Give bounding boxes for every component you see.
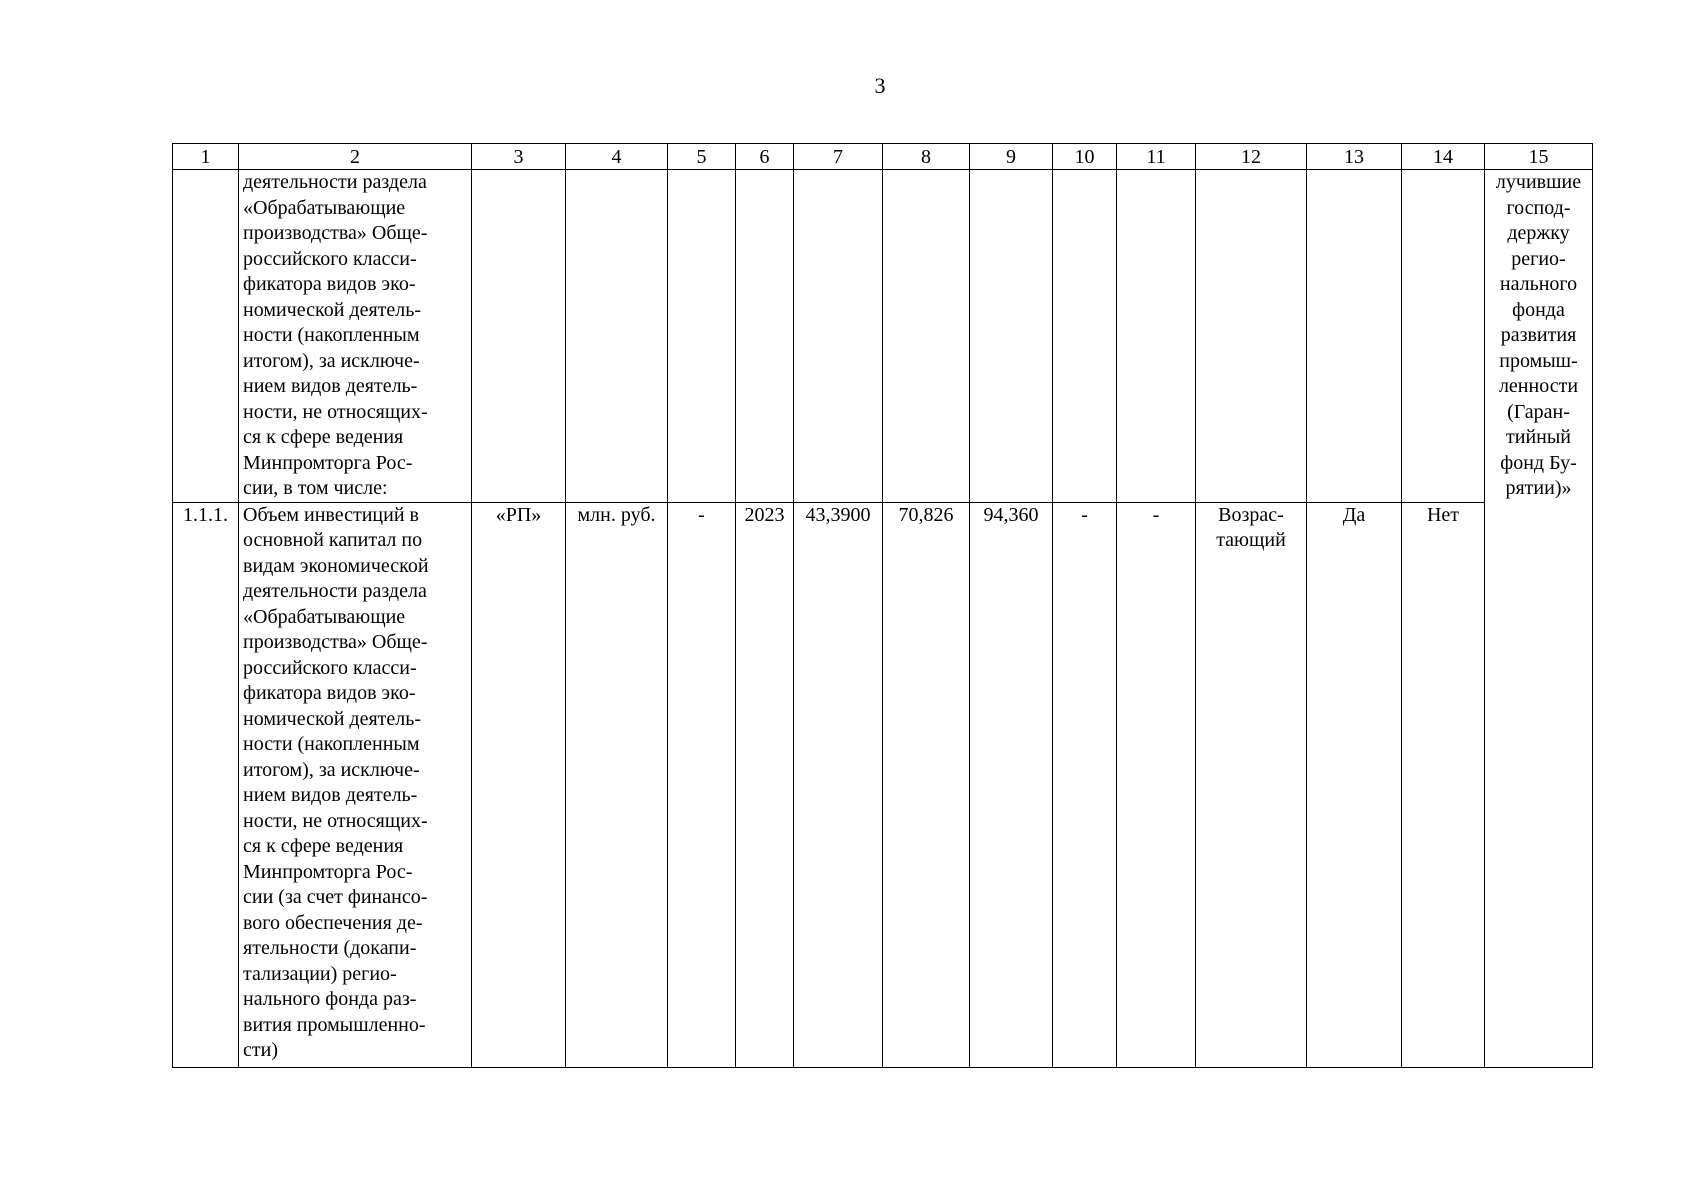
- column-header-8: 8: [883, 144, 970, 170]
- column-header-15: 15: [1485, 144, 1593, 170]
- cell-item-indicator-name: [239, 502, 472, 1067]
- cell-empty: [883, 170, 970, 503]
- cell-number: [173, 170, 239, 503]
- column-header-1: 1: [173, 144, 239, 170]
- column-header-7: 7: [794, 144, 883, 170]
- column-header-10: 10: [1053, 144, 1117, 170]
- cell-empty: [1196, 170, 1307, 503]
- table-header-row: [173, 144, 1593, 170]
- column-header-14: 14: [1402, 144, 1485, 170]
- cell-empty: [566, 170, 668, 503]
- cell-empty: [970, 170, 1053, 503]
- cell-empty: [668, 170, 736, 503]
- cell-item-col14: Нет: [1402, 502, 1485, 1067]
- cell-item-level: «РП»: [472, 502, 566, 1067]
- column-header-11: 11: [1117, 144, 1196, 170]
- column-header-4: 4: [566, 144, 668, 170]
- column-15-note-text: лучившие господ- держку регио- нального фонда развития промыш- ленности (Гаран- тийный фонд Бу- рятии)»: [1495, 171, 1582, 499]
- cell-item-col13: Да: [1307, 502, 1402, 1067]
- column-header-3: 3: [472, 144, 566, 170]
- cell-empty: [1307, 170, 1402, 503]
- column-header-5: 5: [668, 144, 736, 170]
- cell-indicator-name: [239, 170, 472, 503]
- column-header-2: 2: [239, 144, 472, 170]
- item-indicator-name-text: Объем инвестиций в основной капитал по видам экономической деятельности раздела «Обрабатывающие производства» Обще- российского класси- фикатора видов эко- номической деятель- ности (накопленным итогом), за исключе- нием видов деятель- ности, не относящих- ся к сфере ведения Минпромторга Рос- сии (за счет финансо- вого обеспечения де- ятельности (докапи- тализации) регио- нального фонда раз- вития промышленно- сти): [243, 503, 429, 1061]
- cell-empty: [472, 170, 566, 503]
- column-header-12: 12: [1196, 144, 1307, 170]
- page-number: 3: [874, 73, 886, 98]
- cell-item-col11: -: [1117, 502, 1196, 1067]
- table-row-1-1-1: [173, 502, 1593, 1067]
- cell-empty: [1117, 170, 1196, 503]
- cell-item-year: 2023: [736, 502, 794, 1067]
- cell-item-value-8: 70,826: [883, 502, 970, 1067]
- cell-item-col5: -: [668, 502, 736, 1067]
- cell-item-value-7: 43,3900: [794, 502, 883, 1067]
- column-header-6: 6: [736, 144, 794, 170]
- cell-item-trend: [1196, 502, 1307, 1067]
- cell-empty: [1402, 170, 1485, 503]
- column-header-9: 9: [970, 144, 1053, 170]
- indicators-table: [172, 143, 1593, 1068]
- cell-item-col10: -: [1053, 502, 1117, 1067]
- item-trend-text: Возрас- тающий: [1216, 503, 1286, 551]
- column-header-13: 13: [1307, 144, 1402, 170]
- cell-item-value-9: 94,360: [970, 502, 1053, 1067]
- cell-empty: [1053, 170, 1117, 503]
- cell-empty: [794, 170, 883, 503]
- table-row-continuation: [173, 170, 1593, 503]
- cell-column-15-note: [1485, 170, 1593, 1068]
- indicator-name-text: деятельности раздела «Обрабатывающие производства» Обще- российского класси- фикатора видов эко- номической деятель- ности (накопленным итогом), за исключе- нием видов деятель- ности, не относящих- ся к сфере ведения Минпромторга Рос- сии, в том числе:: [243, 171, 428, 499]
- cell-item-unit: млн. руб.: [566, 502, 668, 1067]
- cell-item-number: 1.1.1.: [173, 502, 239, 1067]
- cell-empty: [736, 170, 794, 503]
